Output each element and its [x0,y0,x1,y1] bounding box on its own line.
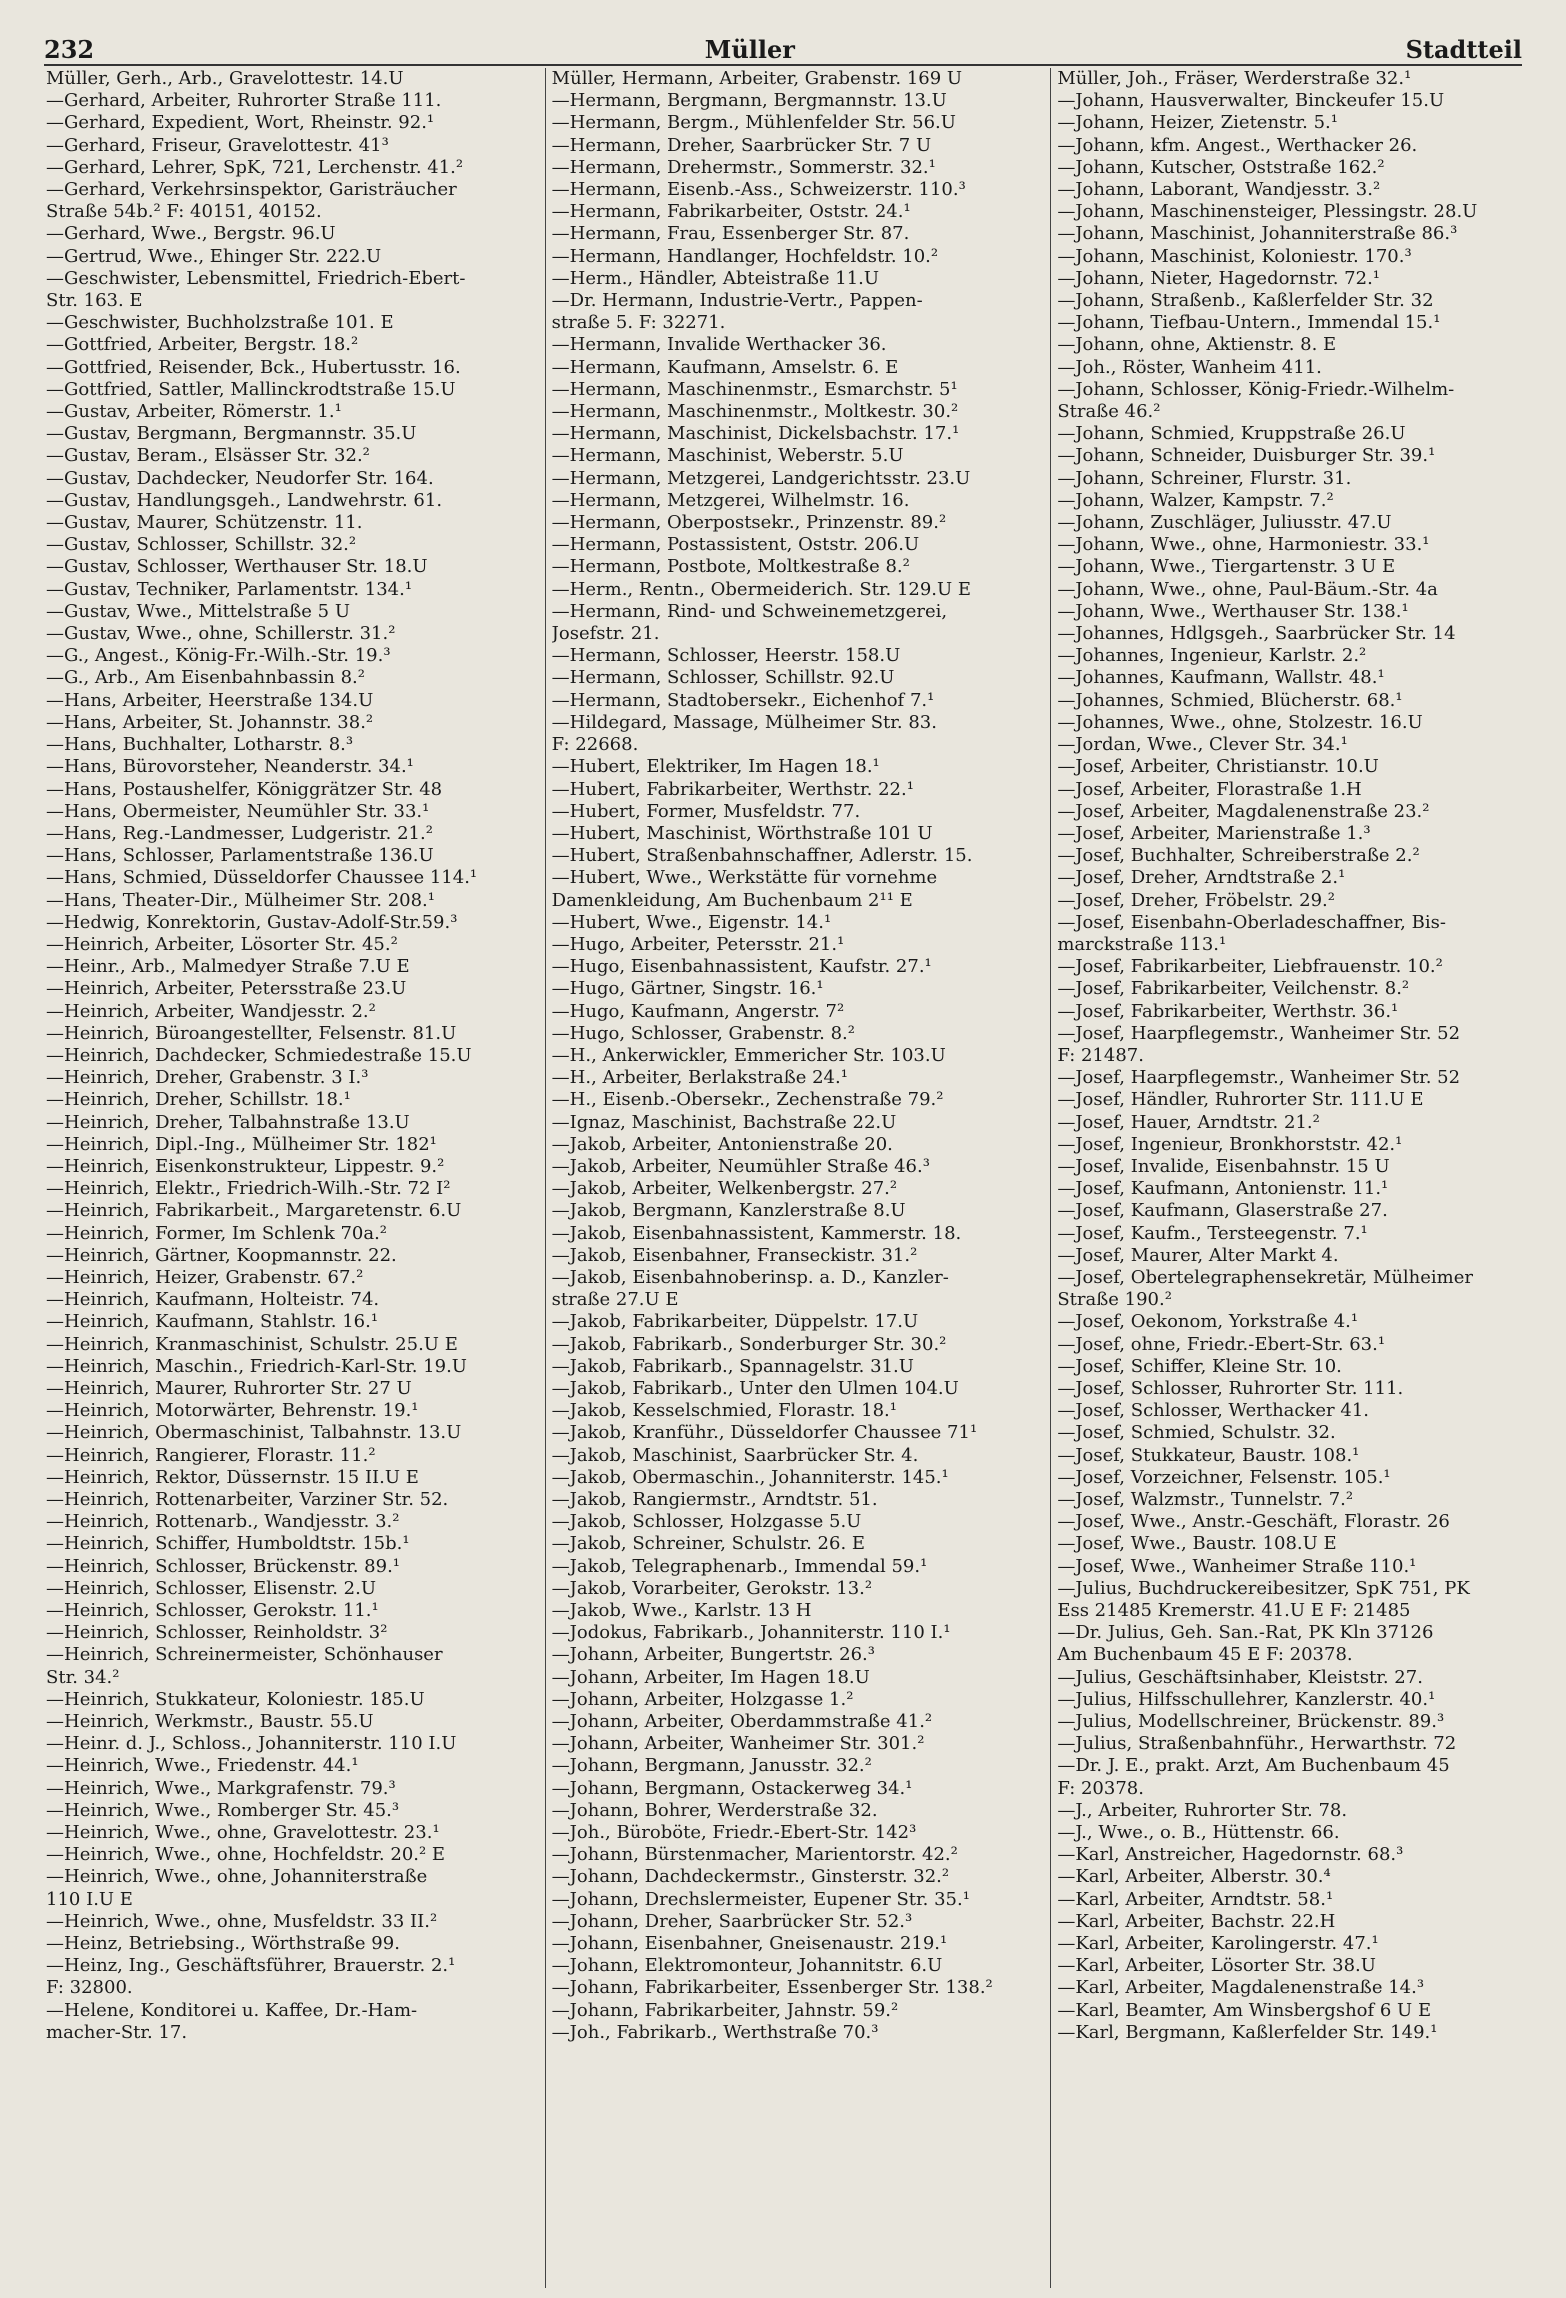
directory-entry: macher-Str. 17. [46,2021,188,2043]
directory-entry: —Johann, Bürstenmacher, Marientorstr. 42.² [551,1844,958,1866]
directory-entry: —Hubert, Elektriker, Im Hagen 18.¹ [551,756,880,778]
directory-entry: —Gustav, Bergmann, Bergmannstr. 35.U [46,423,417,445]
directory-entry: —Hugo, Arbeiter, Petersstr. 21.¹ [551,933,845,955]
directory-entry: —Johann, Maschinist, Koloniestr. 170.³ [1057,245,1412,267]
directory-entry: —Hans, Schmied, Düsseldorfer Chaussee 114.¹ [46,867,478,889]
directory-entry: —Hermann, Rind- und Schweinemetzgerei, [551,600,948,622]
directory-entry: —Gustav, Maurer, Schützenstr. 11. [46,512,363,534]
directory-entry: —Dr. Julius, Geh. San.-Rat, PK Kln 37126 [1057,1622,1434,1644]
directory-entry: —Heinrich, Motorwärter, Behrenstr. 19.¹ [46,1400,419,1422]
directory-entry: —Heinz, Ing., Geschäftsführer, Brauerstr. 2.¹ [46,1955,456,1977]
directory-entry: —Heinrich, Dreher, Grabenstr. 3 I.³ [46,1067,369,1089]
directory-entry: —Johann, Wwe., ohne, Harmoniestr. 33.¹ [1057,534,1430,556]
directory-entry: —Heinrich, Werkmstr., Baustr. 55.U [46,1711,374,1733]
directory-entry: —Hermann, Handlanger, Hochfeldstr. 10.² [551,245,939,267]
directory-entry: —Jakob, Eisenbahner, Franseckistr. 31.² [551,1244,918,1266]
directory-entry: —Gustav, Dachdecker, Neudorfer Str. 164. [46,467,434,489]
directory-entry: —Gustav, Schlosser, Schillstr. 32.² [46,534,357,556]
directory-entry: —Joh., Büroböte, Friedr.-Ebert-Str. 142³ [551,1822,917,1844]
directory-entry: —Josef, Arbeiter, Christianstr. 10.U [1057,756,1379,778]
directory-entry: —Hermann, Schlosser, Schillstr. 92.U [551,667,895,689]
directory-entry: Str. 163. E [46,290,143,312]
directory-entry: —Gerhard, Arbeiter, Ruhrorter Straße 111. [46,90,442,112]
directory-entry: —Johann, Eisenbahner, Gneisenaustr. 219.¹ [551,1933,948,1955]
directory-entry: —Jakob, Fabrikarb., Unter den Ulmen 104.U [551,1377,959,1399]
directory-entry: —Johann, Arbeiter, Wanheimer Str. 301.² [551,1733,925,1755]
directory-entry: —Heinrich, Wwe., ohne, Hochfeldstr. 20.² E [46,1844,446,1866]
directory-entry: —Gerhard, Friseur, Gravelottestr. 41³ [46,134,389,156]
directory-entry: —Josef, Fabrikarbeiter, Liebfrauenstr. 10.² [1057,956,1443,978]
directory-entry: —Karl, Arbeiter, Karolingerstr. 47.¹ [1057,1933,1379,1955]
directory-entry: —Heinrich, Kranmaschinist, Schulstr. 25.U E [46,1333,458,1355]
directory-entry: —Hermann, Bergm., Mühlenfelder Str. 56.U [551,112,956,134]
directory-entry: —Karl, Arbeiter, Lösorter Str. 38.U [1057,1955,1376,1977]
directory-entry: —Heinrich, Wwe., ohne, Musfeldstr. 33 II.² [46,1910,438,1932]
directory-entry: —Hans, Bürovorsteher, Neanderstr. 34.¹ [46,756,414,778]
directory-entry: —Heinr. d. J., Schloss., Johanniterstr. 110 I.U [46,1733,457,1755]
directory-entry: —Jakob, Obermaschin., Johanniterstr. 145.¹ [551,1466,949,1488]
directory-entry: —Jakob, Arbeiter, Antonienstraße 20. [551,1133,893,1155]
directory-entry: —Johann, Arbeiter, Oberdammstraße 41.² [551,1711,933,1733]
directory-entry: —Johann, Wwe., Werthauser Str. 138.¹ [1057,600,1409,622]
directory-entry: —Heinrich, Wwe., Friedenstr. 44.¹ [46,1755,359,1777]
directory-entry: —Julius, Geschäftsinhaber, Kleiststr. 27. [1057,1666,1423,1688]
directory-entry: —Heinrich, Schiffer, Humboldtstr. 15b.¹ [46,1533,410,1555]
directory-entry: F: 32800. [46,1977,133,1999]
directory-entry: —Josef, Kaufm., Tersteegenstr. 7.¹ [1057,1222,1368,1244]
directory-entry: —H., Eisenb.-Obersekr., Zechenstraße 79.² [551,1089,944,1111]
directory-entry: —Heinrich, Wwe., Markgrafenstr. 79.³ [46,1777,396,1799]
directory-entry: —Karl, Arbeiter, Alberstr. 30.⁴ [1057,1866,1331,1888]
directory-entry: —Johann, Arbeiter, Holzgasse 1.² [551,1688,854,1710]
directory-entry: —Johann, Fabrikarbeiter, Jahnstr. 59.² [551,1999,899,2021]
column-3 [1050,68,1556,2288]
directory-entry: —Hugo, Gärtner, Singstr. 16.¹ [551,978,824,1000]
directory-entry: —Gertrud, Wwe., Ehinger Str. 222.U [46,245,382,267]
directory-entry: Müller, Hermann, Arbeiter, Grabenstr. 169 U [551,68,963,89]
directory-entry: Am Buchenbaum 45 E F: 20378. [1057,1644,1353,1666]
directory-entry: —Hugo, Kaufmann, Angerstr. 7² [551,1000,845,1022]
directory-entry: Straße 190.² [1057,1289,1172,1311]
directory-entry: —Hans, Arbeiter, St. Johannstr. 38.² [46,711,374,733]
directory-entry: —Hildegard, Massage, Mülheimer Str. 83. [551,711,937,733]
directory-entry: —Heinrich, Arbeiter, Lösorter Str. 45.² [46,933,398,955]
directory-entry: —Gerhard, Verkehrsinspektor, Garisträucher [46,179,457,201]
directory-entry: —Hermann, Kaufmann, Amselstr. 6. E [551,356,899,378]
directory-entry: —Josef, Schlosser, Ruhrorter Str. 111. [1057,1377,1404,1399]
directory-entry: —Karl, Bergmann, Kaßlerfelder Str. 149.¹ [1057,2021,1438,2043]
directory-entry: —Josef, Dreher, Arndtstraße 2.¹ [1057,867,1346,889]
directory-entry: —Josef, Eisenbahn-Oberladeschaffner, Bis- [1057,911,1446,933]
directory-entry: Straße 46.² [1057,401,1161,423]
directory-entry: —Jakob, Vorarbeiter, Gerokstr. 13.² [551,1577,873,1599]
directory-entry: —Johannes, Wwe., ohne, Stolzestr. 16.U [1057,711,1423,733]
directory-entry: —Hermann, Eisenb.-Ass., Schweizerstr. 110.³ [551,179,966,201]
directory-entry: —Herm., Rentn., Obermeiderich. Str. 129.U E [551,578,972,600]
directory-entry: —Hermann, Dreher, Saarbrücker Str. 7 U [551,134,932,156]
directory-entry: —Johann, Hausverwalter, Binckeufer 15.U [1057,90,1445,112]
directory-entry: —Josef, Wwe., Wanheimer Straße 110.¹ [1057,1555,1417,1577]
directory-entry: —Josef, Walzmstr., Tunnelstr. 7.² [1057,1489,1354,1510]
directory-entry: —Hubert, Fabrikarbeiter, Werthstr. 22.¹ [551,778,914,800]
directory-entry: —Josef, Oekonom, Yorkstraße 4.¹ [1057,1311,1359,1333]
directory-entry: —Josef, Stukkateur, Baustr. 108.¹ [1057,1444,1360,1466]
directory-entry: —Geschwister, Lebensmittel, Friedrich-Ebert- [46,267,466,289]
directory-entry: —Heinrich, Kaufmann, Holteistr. 74. [46,1289,380,1311]
directory-entry: —Hermann, Postbote, Moltkestraße 8.² [551,556,910,578]
directory-entry: —Johann, Nieter, Hagedornstr. 72.¹ [1057,267,1381,289]
directory-entry: —Josef, Buchhalter, Schreiberstraße 2.² [1057,845,1420,867]
directory-entry: —Josef, Hauer, Arndtstr. 21.² [1057,1111,1320,1133]
directory-entry: —Hubert, Former, Musfeldstr. 77. [551,800,861,822]
directory-entry: —Hermann, Drehermstr., Sommerstr. 32.¹ [551,156,936,178]
directory-entry: —Johann, Schmied, Kruppstraße 26.U [1057,423,1406,445]
directory-entry: —Hans, Reg.-Landmesser, Ludgeristr. 21.² [46,822,433,844]
directory-entry: —Jakob, Eisenbahnoberinsp. a. D., Kanzler- [551,1266,949,1288]
directory-entry: —Jakob, Fabrikarb., Spannagelstr. 31.U [551,1355,914,1377]
running-head: Müller [704,35,795,64]
directory-entry: Ess 21485 Kremerstr. 41.U E F: 21485 [1057,1600,1411,1622]
directory-entry: —G., Angest., König-Fr.-Wilh.-Str. 19.³ [46,645,391,667]
directory-entry: —Hans, Arbeiter, Heerstraße 134.U [46,689,374,711]
directory-entry: —Josef, Kaufmann, Glaserstraße 27. [1057,1200,1388,1222]
directory-entry: —Jakob, Fabrikarb., Sonderburger Str. 30.² [551,1333,947,1355]
directory-entry: —Hermann, Postassistent, Oststr. 206.U [551,534,920,556]
directory-entry: —Johann, Tiefbau-Untern., Immendal 15.¹ [1057,312,1441,334]
directory-entry: —Gustav, Arbeiter, Römerstr. 1.¹ [46,401,342,423]
directory-entry: —Johannes, Kaufmann, Wallstr. 48.¹ [1057,667,1385,689]
directory-entry: —Jakob, Kranführ., Düsseldorfer Chaussee 71¹ [551,1422,978,1444]
directory-entry: —Johann, Bergmann, Janusstr. 32.² [551,1755,872,1777]
directory-entry: —Johann, Zuschläger, Juliusstr. 47.U [1057,512,1392,534]
directory-entry: —Hermann, Stadtobersekr., Eichenhof 7.¹ [551,689,935,711]
directory-entry: —Hugo, Eisenbahnassistent, Kaufstr. 27.¹ [551,956,932,978]
directory-entry: —Gustav, Schlosser, Werthauser Str. 18.U [46,556,428,578]
directory-entry: Str. 34.² [46,1666,120,1688]
directory-entry: —Jakob, Schreiner, Schulstr. 26. E [551,1533,866,1555]
directory-entry: —Josef, Wwe., Anstr.-Geschäft, Florastr. 26 [1057,1511,1450,1533]
directory-entry: —Hubert, Maschinist, Wörthstraße 101 U [551,822,933,844]
directory-entry: —Julius, Straßenbahnführ., Herwarthstr. 72 [1057,1733,1457,1755]
district-label: Stadtteil [1405,35,1522,64]
directory-entry: —Hans, Obermeister, Neumühler Str. 33.¹ [46,800,430,822]
directory-entry: —Heinrich, Schlosser, Elisenstr. 2.U [46,1577,376,1599]
directory-entry: —Hubert, Wwe., Werkstätte für vornehme [551,867,938,889]
directory-entry: —Heinrich, Rottenarb., Wandjesstr. 3.² [46,1511,400,1533]
directory-entry: —Hermann, Metzgerei, Wilhelmstr. 16. [551,489,910,511]
directory-entry: —Jakob, Maschinist, Saarbrücker Str. 4. [551,1444,919,1466]
directory-entry: —Heinrich, Gärtner, Koopmannstr. 22. [46,1244,397,1266]
directory-entry: —Hubert, Straßenbahnschaffner, Adlerstr. 15. [551,845,973,867]
directory-entry: —Hermann, Schlosser, Heerstr. 158.U [551,645,901,667]
directory-entry: —Johann, Schreiner, Flurstr. 31. [1057,467,1352,489]
directory-entry: —Jakob, Schlosser, Holzgasse 5.U [551,1511,862,1533]
directory-entry: —Johann, Drechslermeister, Eupener Str. 35.¹ [551,1888,970,1910]
directory-entry: —Johann, Walzer, Kampstr. 7.² [1057,489,1334,511]
directory-entry: —Josef, Schlosser, Werthacker 41. [1057,1400,1369,1422]
directory-entry: —Johann, Elektromonteur, Johannitstr. 6.U [551,1955,943,1977]
directory-entry: marckstraße 113.¹ [1057,933,1227,955]
directory-entry: —Johann, Laborant, Wandjesstr. 3.² [1057,179,1381,201]
directory-entry: —Johann, Heizer, Zietenstr. 5.¹ [1057,112,1338,134]
directory-entry: —Jakob, Eisenbahnassistent, Kammerstr. 18. [551,1222,962,1244]
directory-entry: —Johannes, Ingenieur, Karlstr. 2.² [1057,645,1367,667]
directory-entry: —Josef, Ingenieur, Bronkhorststr. 42.¹ [1057,1133,1403,1155]
directory-entry: —Hans, Schlosser, Parlamentstraße 136.U [46,845,434,867]
directory-entry: Müller, Gerh., Arb., Gravelottestr. 14.U [46,68,404,89]
directory-entry: —Heinrich, Schlosser, Gerokstr. 11.¹ [46,1600,379,1622]
directory-entry: 110 I.U E [46,1888,133,1910]
directory-entry: —Julius, Modellschreiner, Brückenstr. 89.³ [1057,1711,1445,1733]
directory-entry: —Geschwister, Buchholzstraße 101. E [46,312,394,334]
directory-entry: —Hermann, Bergmann, Bergmannstr. 13.U [551,90,947,112]
directory-entry: —Johann, Arbeiter, Bungertstr. 26.³ [551,1644,875,1666]
directory-entry: —Gustav, Handlungsgeh., Landwehrstr. 61. [46,489,443,511]
page-header [44,30,1522,66]
directory-entry: —Josef, Arbeiter, Florastraße 1.H [1057,778,1362,800]
directory-entry: —Heinrich, Maschin., Friedrich-Karl-Str. 19.U [46,1355,467,1377]
directory-entry: —Karl, Beamter, Am Winsbergshof 6 U E [1057,1999,1432,2021]
directory-entry: —Jakob, Arbeiter, Neumühler Straße 46.³ [551,1155,930,1177]
directory-entry: —Joh., Röster, Wanheim 411. [1057,356,1322,378]
directory-entry: —Josef, Wwe., Baustr. 108.U E [1057,1533,1337,1555]
directory-entry: —Johann, Arbeiter, Im Hagen 18.U [551,1666,870,1688]
directory-entry: —Joh., Fabrikarb., Werthstraße 70.³ [551,2021,879,2043]
directory-entry: —Herm., Händler, Abteistraße 11.U [551,267,880,289]
directory-entry: —Heinrich, Maurer, Ruhrorter Str. 27 U [46,1377,412,1399]
column-2 [545,68,1051,2288]
directory-entry: —Heinrich, Elektr., Friedrich-Wilh.-Str. 72 I² [46,1178,451,1200]
directory-entry: —Hermann, Invalide Werthacker 36. [551,334,887,356]
directory-entry: —Jakob, Telegraphenarb., Immendal 59.¹ [551,1555,928,1577]
directory-entry: —Josef, Dreher, Fröbelstr. 29.² [1057,889,1335,911]
directory-entry: —Heinrich, Obermaschinist, Talbahnstr. 13.U [46,1422,462,1444]
directory-entry: —Hermann, Frau, Essenberger Str. 87. [551,223,910,245]
directory-entry: —Heinrich, Dreher, Talbahnstraße 13.U [46,1111,410,1133]
directory-entry: —Hermann, Maschinist, Weberstr. 5.U [551,445,904,467]
directory-entry: —Johann, Kutscher, Oststraße 162.² [1057,156,1385,178]
directory-entry: —Heinrich, Rottenarbeiter, Varziner Str. 52. [46,1489,449,1510]
directory-entry: —Johann, Dreher, Saarbrücker Str. 52.³ [551,1910,913,1932]
directory-entry: —Heinrich, Arbeiter, Wandjesstr. 2.² [46,1000,376,1022]
directory-entry: —Heinrich, Rektor, Düssernstr. 15 II.U E [46,1466,419,1488]
directory-entry: —Josef, Haarpflegemstr., Wanheimer Str. 52 [1057,1022,1461,1044]
directory-entry: —Josef, Händler, Ruhrorter Str. 111.U E [1057,1089,1424,1111]
directory-entry: F: 22668. [551,734,639,756]
directory-entry: —Hermann, Maschinenmstr., Esmarchstr. 5¹ [551,378,958,400]
directory-entry: F: 20378. [1057,1777,1144,1799]
directory-entry: Josefstr. 21. [551,623,660,645]
directory-entry: Damenkleidung, Am Buchenbaum 2¹¹ E [551,889,913,911]
directory-entry: —Dr. J. E., prakt. Arzt, Am Buchenbaum 45 [1057,1755,1450,1777]
directory-entry: —Gottfried, Arbeiter, Bergstr. 18.² [46,334,359,356]
directory-entry: —Julius, Buchdruckereibesitzer, SpK 751, PK [1057,1577,1470,1599]
directory-entry: —Jakob, Fabrikarbeiter, Düppelstr. 17.U [551,1311,919,1333]
directory-entry: —H., Ankerwickler, Emmericher Str. 103.U [551,1044,946,1066]
directory-entry: —Hubert, Wwe., Eigenstr. 14.¹ [551,911,832,933]
directory-entry: —Heinrich, Schlosser, Reinholdstr. 3² [46,1622,388,1644]
directory-entry: —Hedwig, Konrektorin, Gustav-Adolf-Str.59.³ [46,911,458,933]
directory-entry: —Josef, Invalide, Eisenbahnstr. 15 U [1057,1155,1390,1177]
directory-entry: —Gustav, Wwe., Mittelstraße 5 U [46,600,350,622]
directory-entry: —Josef, Fabrikarbeiter, Veilchenstr. 8.² [1057,978,1410,1000]
directory-entry: —Josef, Schmied, Schulstr. 32. [1057,1422,1336,1444]
directory-entry: —Ignaz, Maschinist, Bachstraße 22.U [551,1111,897,1133]
directory-entry: —Heinrich, Dipl.-Ing., Mülheimer Str. 182¹ [46,1133,437,1155]
directory-entry: —Heinrich, Arbeiter, Petersstraße 23.U [46,978,407,1000]
directory-entry: —Hans, Theater-Dir., Mülheimer Str. 208.¹ [46,889,435,911]
directory-entry: —Gottfried, Reisender, Bck., Hubertusstr. 16. [46,356,461,378]
directory-entry: —Johann, Bergmann, Ostackerweg 34.¹ [551,1777,913,1799]
directory-entry: —Josef, Schiffer, Kleine Str. 10. [1057,1355,1342,1377]
directory-entry: —Johann, ohne, Aktienstr. 8. E [1057,334,1337,356]
directory-entry: —Dr. Hermann, Industrie-Vertr., Pappen- [551,290,923,312]
directory-entry: —Karl, Arbeiter, Bachstr. 22.H [1057,1910,1336,1932]
directory-entry: —Josef, Arbeiter, Magdalenenstraße 23.² [1057,800,1430,822]
directory-entry: —Jakob, Arbeiter, Welkenbergstr. 27.² [551,1178,898,1200]
directory-entry: straße 5. F: 32271. [551,312,726,334]
directory-entry: —Josef, Obertelegraphensekretär, Mülheimer [1057,1266,1473,1288]
directory-entry: —Johann, Schneider, Duisburger Str. 39.¹ [1057,445,1436,467]
directory-entry: —J., Wwe., o. B., Hüttenstr. 66. [1057,1822,1340,1844]
directory-entry: —Hermann, Maschinist, Dickelsbachstr. 17.¹ [551,423,960,445]
directory-entry: —Heinrich, Schreinermeister, Schönhauser [46,1644,443,1666]
directory-entry: —Karl, Arbeiter, Arndtstr. 58.¹ [1057,1888,1334,1910]
directory-entry: —Gottfried, Sattler, Mallinckrodtstraße 15.U [46,378,456,400]
directory-entry: —Jakob, Wwe., Karlstr. 13 H [551,1600,812,1622]
directory-entry: —Jakob, Bergmann, Kanzlerstraße 8.U [551,1200,906,1222]
column-1 [40,68,545,2288]
directory-entry: —Heinrich, Kaufmann, Stahlstr. 16.¹ [46,1311,379,1333]
directory-entry: —Heinz, Betriebsing., Wörthstraße 99. [46,1933,400,1955]
directory-entry: —Heinrich, Wwe., ohne, Gravelottestr. 23.¹ [46,1822,440,1844]
directory-entry: —Julius, Hilfsschullehrer, Kanzlerstr. 40.¹ [1057,1688,1436,1710]
directory-entry: —Heinrich, Fabrikarbeit., Margaretenstr. 6.U [46,1200,462,1222]
directory-entry: —Heinrich, Eisenkonstrukteur, Lippestr. 9.² [46,1155,445,1177]
directory-entry: —Gerhard, Lehrer, SpK, 721, Lerchenstr. 41.² [46,156,464,178]
directory-entry: —Johann, Maschinist, Johanniterstraße 86.³ [1057,223,1458,245]
directory-entry: —Josef, Arbeiter, Marienstraße 1.³ [1057,822,1371,844]
directory-entry: F: 21487. [1057,1044,1144,1066]
directory-entry: —Gustav, Wwe., ohne, Schillerstr. 31.² [46,623,396,645]
directory-entry: —Josef, ohne, Friedr.-Ebert-Str. 63.¹ [1057,1333,1386,1355]
directory-entry: —Heinrich, Schlosser, Brückenstr. 89.¹ [46,1555,401,1577]
directory-entry: —Hermann, Maschinenmstr., Moltkestr. 30.² [551,401,959,423]
directory-entry: straße 27.U E [551,1289,679,1311]
directory-entry: —Johann, Wwe., Tiergartenstr. 3 U E [1057,556,1396,578]
directory-entry: —Hans, Postaushelfer, Königgrätzer Str. 48 [46,778,443,800]
directory-entry: —Johann, Schlosser, König-Friedr.-Wilhelm- [1057,378,1455,400]
directory-entry: —Heinrich, Dachdecker, Schmiedestraße 15.U [46,1044,472,1066]
directory-entry: —Johann, Dachdeckermstr., Ginsterstr. 32.² [551,1866,950,1888]
directory-entry: —Heinrich, Dreher, Schillstr. 18.¹ [46,1089,351,1111]
directory-entry: —Josef, Vorzeichner, Felsenstr. 105.¹ [1057,1466,1391,1488]
directory-entry: —Heinrich, Stukkateur, Koloniestr. 185.U [46,1688,425,1710]
directory-entry: —J., Arbeiter, Ruhrorter Str. 78. [1057,1799,1348,1821]
directory-entry: —Heinrich, Wwe., ohne, Johanniterstraße [46,1866,428,1888]
directory-entry: —Johann, Straßenb., Kaßlerfelder Str. 32 [1057,290,1434,312]
directory-entry: —Johann, Wwe., ohne, Paul-Bäum.-Str. 4a [1057,578,1438,600]
directory-entry: Müller, Joh., Fräser, Werderstraße 32.¹ [1057,68,1412,89]
directory-entry: —Hugo, Schlosser, Grabenstr. 8.² [551,1022,855,1044]
directory-entry: —Josef, Haarpflegemstr., Wanheimer Str. 52 [1057,1067,1461,1089]
directory-entry: —Jakob, Kesselschmied, Florastr. 18.¹ [551,1400,897,1422]
directory-entry: —Johann, Maschinensteiger, Plessingstr. 28.U [1057,201,1478,223]
directory-columns [40,68,1556,2288]
directory-entry: —Hans, Buchhalter, Lotharstr. 8.³ [46,734,354,756]
directory-entry: —Helene, Konditorei u. Kaffee, Dr.-Ham- [46,1999,418,2021]
directory-entry: —Jakob, Rangiermstr., Arndtstr. 51. [551,1489,878,1510]
directory-entry: —Josef, Fabrikarbeiter, Werthstr. 36.¹ [1057,1000,1399,1022]
directory-entry: —Gerhard, Wwe., Bergstr. 96.U [46,223,336,245]
directory-entry: —Heinrich, Heizer, Grabenstr. 67.² [46,1266,364,1288]
directory-entry: —Gerhard, Expedient, Wort, Rheinstr. 92.¹ [46,112,435,134]
page-number: 232 [44,35,95,64]
directory-entry: —Karl, Anstreicher, Hagedornstr. 68.³ [1057,1844,1404,1866]
directory-entry: —Heinrich, Rangierer, Florastr. 11.² [46,1444,376,1466]
directory-entry: —Josef, Kaufmann, Antonienstr. 11.¹ [1057,1178,1389,1200]
directory-entry: —Heinrich, Former, Im Schlenk 70a.² [46,1222,388,1244]
directory-entry: —Karl, Arbeiter, Magdalenenstraße 14.³ [1057,1977,1425,1999]
directory-entry: —Hermann, Metzgerei, Landgerichtsstr. 23.U [551,467,971,489]
directory-entry: —Jordan, Wwe., Clever Str. 34.¹ [1057,734,1348,756]
directory-entry: —G., Arb., Am Eisenbahnbassin 8.² [46,667,365,689]
directory-entry: —Gustav, Beram., Elsässer Str. 32.² [46,445,370,467]
directory-entry: —Hermann, Fabrikarbeiter, Oststr. 24.¹ [551,201,911,223]
directory-entry: —Johann, Fabrikarbeiter, Essenberger Str. 138.² [551,1977,993,1999]
directory-entry: —Johann, kfm. Angest., Werthacker 26. [1057,134,1418,156]
directory-entry: —Johann, Bohrer, Werderstraße 32. [551,1799,878,1821]
directory-entry: —Johannes, Schmied, Blücherstr. 68.¹ [1057,689,1403,711]
directory-entry: —Heinrich, Wwe., Romberger Str. 45.³ [46,1799,400,1821]
directory-entry: —Josef, Maurer, Alter Markt 4. [1057,1244,1339,1266]
directory-entry: —Heinrich, Büroangestellter, Felsenstr. 81.U [46,1022,457,1044]
directory-entry: —Heinr., Arb., Malmedyer Straße 7.U E [46,956,410,978]
directory-entry: —Johannes, Hdlgsgeh., Saarbrücker Str. 14 [1057,623,1456,645]
directory-entry: —Hermann, Oberpostsekr., Prinzenstr. 89.² [551,512,947,534]
directory-entry: —Jodokus, Fabrikarb., Johanniterstr. 110 I.¹ [551,1622,951,1644]
directory-entry: —H., Arbeiter, Berlakstraße 24.¹ [551,1067,848,1089]
directory-entry: —Gustav, Techniker, Parlamentstr. 134.¹ [46,578,413,600]
directory-entry: Straße 54b.² F: 40151, 40152. [46,201,322,223]
